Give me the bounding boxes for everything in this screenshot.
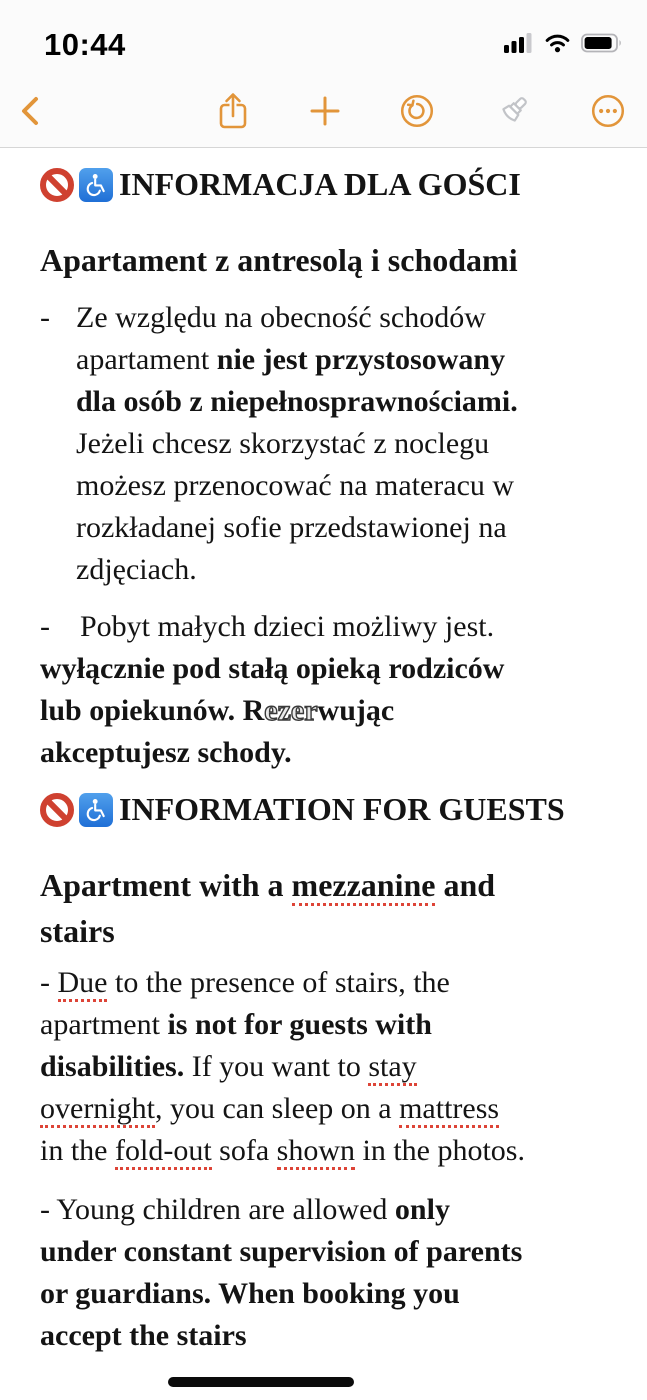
markup-button[interactable] (493, 91, 533, 134)
status-bar (0, 0, 647, 84)
share-icon (215, 91, 251, 134)
paragraph-english-2: - Young children are allowed only under constant supervision of parents or guardians. When booking you accept the stairs (40, 1193, 523, 1352)
wifi-icon (543, 32, 572, 58)
chevron-left-icon (18, 94, 42, 131)
share-button[interactable] (215, 91, 251, 134)
note-body[interactable] (0, 148, 647, 1357)
add-note-button[interactable] (308, 94, 342, 131)
clock: 10:44 (44, 27, 126, 62)
heading-polish (40, 162, 621, 207)
wheelchair-emoji (79, 168, 113, 202)
no-entry-emoji (40, 168, 74, 202)
undo-button[interactable] (398, 92, 436, 133)
heading-polish-text: INFORMACJA DLA GOŚCI (119, 166, 521, 202)
undo-icon (398, 92, 436, 133)
bullet-dash: - (40, 301, 50, 334)
heading-english (40, 787, 621, 832)
paintbrush-icon (493, 91, 533, 134)
wheelchair-emoji (79, 793, 113, 827)
no-entry-emoji (40, 793, 74, 827)
home-indicator[interactable] (168, 1377, 354, 1387)
toolbar (0, 84, 647, 148)
subheading-english: Apartment with a mezzanine and stairs (40, 867, 496, 949)
paragraph-english-1: - Due to the presence of stairs, the apartment is not for guests with disabilities. If you want to stay overnight, you can sleep on a mattress in the fold-out sofa shown in the photos. (40, 962, 621, 1172)
more-options-button[interactable] (589, 92, 627, 133)
cellular-signal-icon (504, 32, 534, 58)
paragraph-polish-1: - Ze względu na obecność schodów apartament nie jest przystosowany dla osób z niepełnosprawnościami. Jeżeli chcesz skorzystać z noclegu możesz przenocować na materacu w rozkładanej sofie przedstawionej na zdjęciach. (40, 297, 621, 591)
subheading-polish: Apartament z antresolą i schodami (40, 242, 518, 278)
heading-english-text: INFORMATION FOR GUESTS (119, 791, 565, 827)
paragraph-polish-2: - Pobyt małych dzieci możliwy jest. wyłącznie pod stałą opieką rodziców lub opiekunów. Rezerwując akceptujesz schody. (40, 610, 505, 769)
status-icons (504, 26, 623, 58)
plus-icon (308, 94, 342, 131)
back-button[interactable] (18, 94, 42, 131)
battery-icon (581, 33, 623, 58)
ellipsis-circle-icon (589, 92, 627, 133)
